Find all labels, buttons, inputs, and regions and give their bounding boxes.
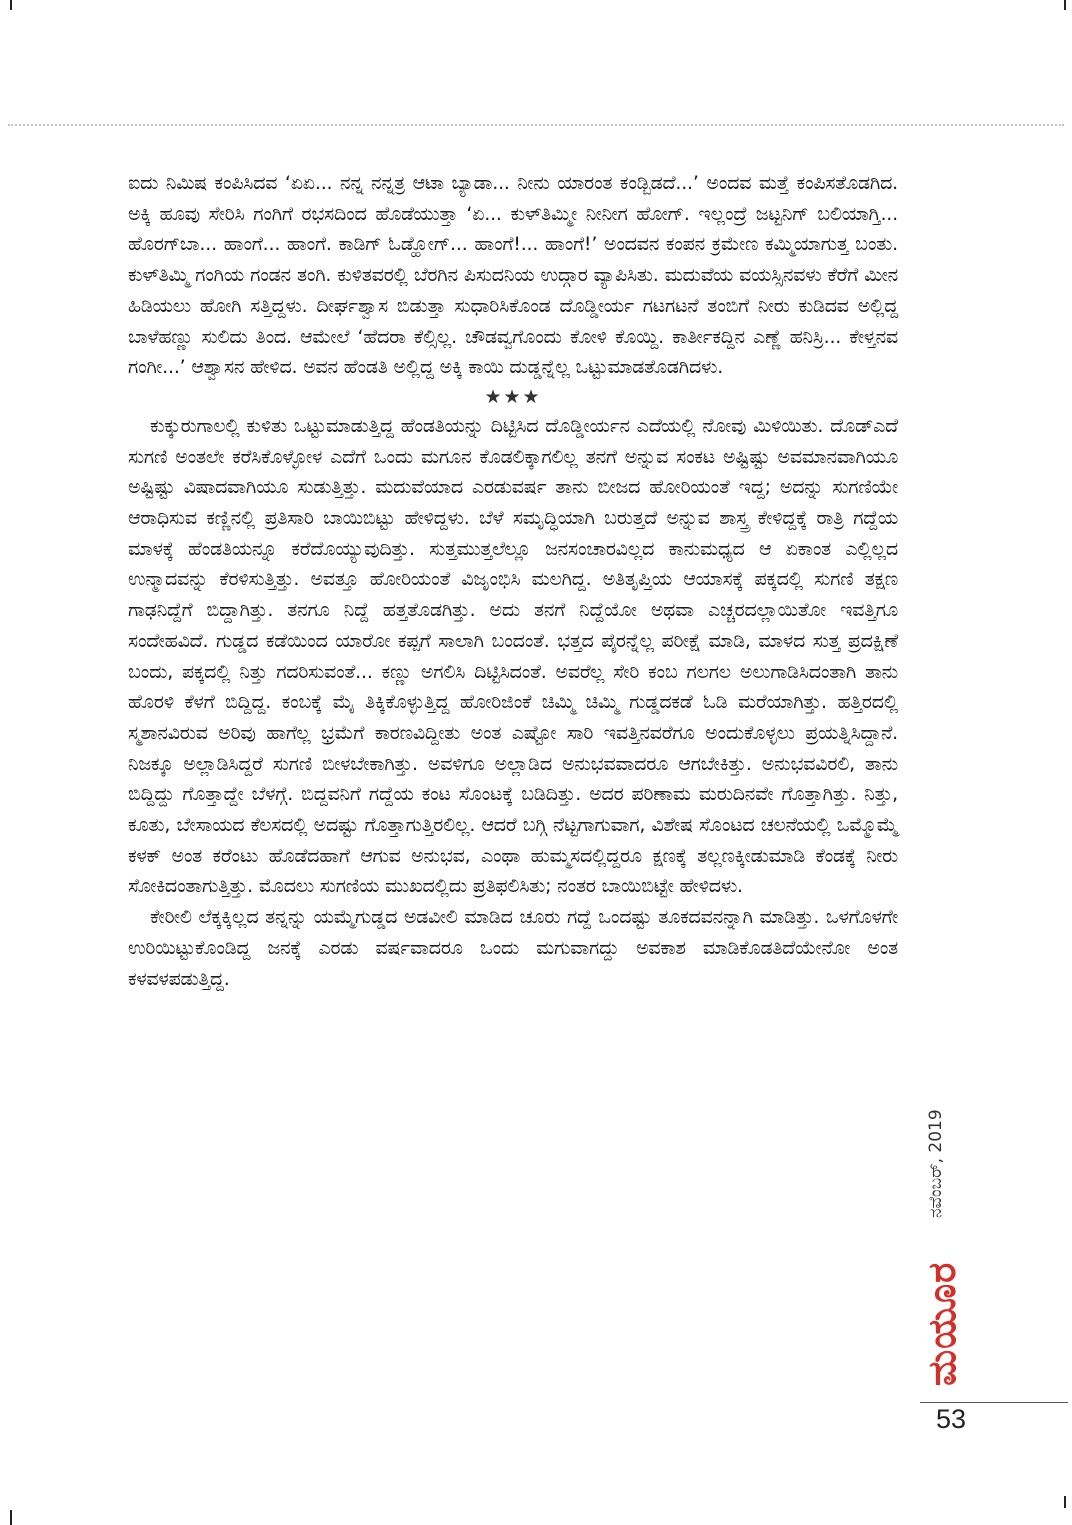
paragraph-3: ಕೇರೀಲಿ ಲೆಕ್ಕಕ್ಕಿಲ್ಲದ ತನ್ನನ್ನು ಯಮ್ಮೆಗುಡ್ಡದ ಅಡವೀಲಿ ಮಾಡಿದ ಚೂರು ಗದ್ದೆ ಒಂದಷ್ಟು ತೂಕದವನನ್ನಾಗಿ ಮಾಡಿತ್ತು. ಒಳಗೊಳಗೇ ಉರಿಯಿಟ್ಟುಕೊಂಡಿದ್ದ ಜನಕ್ಕೆ ಎರಡು ವರ್ಷವಾದರೂ ಒಂದು ಮಗುವಾಗದ್ದು ಅವಕಾಶ ಮಾಡಿಕೊಡತಿದೆಯೇನೋ ಅಂತ ಕಳವಳಪಡುತ್ತಿದ್ದ. <box>128 906 898 990</box>
paragraph-1: ಐದು ನಿಮಿಷ ಕಂಪಿಸಿದವ ‘ಏಏ... ನನ್ನ ನನ್ನತ್ರ ಆಟಾ ಬ್ಯಾಡಾ... ನೀನು ಯಾರಂತ ಕಂಡ್ಬಿಡದೆ...’ ಅಂದವ ಮತ್ತೆ ಕಂಪಿಸತೊಡಗಿದ. ಅಕ್ಕಿ ಹೂವು ಸೇರಿಸಿ ಗಂಗಿಗೆ ರಭಸದಿಂದ ಹೊಡೆಯುತ್ತಾ ‘ಏ... ಕುಳ್‌ತಿಮ್ಮೀ ನೀನೀಗ ಹೋಗ್. ಇಲ್ಲಂದ್ರೆ ಜಟ್ಟನಿಗ್ ಬಲಿಯಾಗ್ತಿ... ಹೊರಗ್‌ಬಾ... ಹಾಂಗೆ... ಹಾಂಗೆ. ಕಾಡಿಗ್ ಓಡ್ಹೋಗ್... ಹಾಂಗೆ!... ಹಾಂಗೆ!’ ಅಂದವನ ಕಂಪನ ಕ್ರಮೇಣ ಕಮ್ಮಿಯಾಗುತ್ತ ಬಂತು. ಕುಳ್‌ತಿಮ್ಮಿ ಗಂಗಿಯ ಗಂಡನ ತಂಗಿ. ಕುಳಿತವರಲ್ಲಿ ಬೆರಗಿನ ಪಿಸುದನಿಯ ಉದ್ಗಾರ ವ್ಯಾಪಿಸಿತು. ಮದುವೆಯ ವಯಸ್ಸಿನವಳು ಕೆರೆಗೆ ಮೀನ ಹಿಡಿಯಲು ಹೋಗಿ ಸತ್ತಿದ್ದಳು. ದೀರ್ಘಶ್ವಾಸ ಬಿಡುತ್ತಾ ಸುಧಾರಿಸಿಕೊಂಡ ದೊಡ್ಡೀರ್ಯ ಗಟಗಟನೆ ತಂಬಿಗೆ ನೀರು ಕುಡಿದವ ಅಲ್ಲಿದ್ದ ಬಾಳೆಹಣ್ಣು ಸುಲಿದು ತಿಂದ. ಆಮೇಲೆ ‘ಹೆದರಾ ಕೆಲ್ಸಿಲ್ಲ. ಚೌಡವ್ವಗೊಂದು ಕೋಳಿ ಕೊಯ್ದಿ. ಕಾರ್ತೀಕದ್ದಿನ ಎಣ್ಣೆ ಹನಿಸ್ರಿ... ಕೇಳ್ತನವ ಗಂಗೀ...’ ಆಶ್ವಾಸನ ಹೇಳಿದ. ಅವನ ಹೆಂಡತಿ ಅಲ್ಲಿದ್ದ ಅಕ್ಕಿ ಕಾಯಿ ದುಡ್ಡನ್ನೆಲ್ಲ ಒಟ್ಟುಮಾಡತೊಡಗಿದಳು. <box>128 172 898 379</box>
paragraph-2: ಕುಕ್ಕುರುಗಾಲಲ್ಲಿ ಕುಳಿತು ಒಟ್ಟುಮಾಡುತ್ತಿದ್ದ ಹೆಂಡತಿಯನ್ನು ದಿಟ್ಟಿಸಿದ ದೊಡ್ಡೀರ್ಯನ ಎದೆಯಲ್ಲಿ ನೋವು ಮಿಳಿಯಿತು. ದೊಡ್‌ಎದೆ ಸುಗಣಿ ಅಂತಲೇ ಕರೆಸಿಕೊಳ್ಳೋಳ ಎದೆಗೆ ಒಂದು ಮಗೂನ ಕೊಡಲಿಕ್ಕಾಗಲಿಲ್ಲ ತನಗೆ ಅನ್ನುವ ಸಂಕಟ ಅಷ್ಟಿಷ್ಟು ಅವಮಾನವಾಗಿಯೂ ಅಷ್ಟಿಷ್ಟು ವಿಷಾದವಾಗಿಯೂ ಸುಡುತ್ತಿತ್ತು. ಮದುವೆಯಾದ ಎರಡುವರ್ಷ ತಾನು ಬೀಜದ ಹೋರಿಯಂತೆ ಇದ್ದ; ಅದನ್ನು ಸುಗಣಿಯೇ ಆರಾಧಿಸುವ ಕಣ್ಣಿನಲ್ಲಿ ಪ್ರತಿಸಾರಿ ಬಾಯಿಬಿಟ್ಟು ಹೇಳಿದ್ದಳು. ಬೆಳೆ ಸಮೃದ್ಧಿಯಾಗಿ ಬರುತ್ತದೆ ಅನ್ನುವ ಶಾಸ್ತ್ರ ಕೇಳಿದ್ದಕ್ಕೆ ರಾತ್ರಿ ಗದ್ದೆಯ ಮಾಳಕ್ಕೆ ಹೆಂಡತಿಯನ್ನೂ ಕರೆದೊಯ್ಯುವುದಿತ್ತು. ಸುತ್ತಮುತ್ತಲೆಲ್ಲೂ ಜನಸಂಚಾರವಿಲ್ಲದ ಕಾನುಮಧ್ಯದ ಆ ಏಕಾಂತ ಎಲ್ಲಿಲ್ಲದ ಉನ್ಮಾದವನ್ನು ಕೆರಳಿಸುತ್ತಿತ್ತು. ಅವತ್ತೂ ಹೋರಿಯಂತೆ ವಿಜೃಂಭಿಸಿ ಮಲಗಿದ್ದ. ಅತಿತೃಪ್ತಿಯ ಆಯಾಸಕ್ಕೆ ಪಕ್ಕದಲ್ಲಿ ಸುಗಣಿ ತಕ್ಷಣ ಗಾಢನಿದ್ದೆಗೆ ಬಿದ್ದಾಗಿತ್ತು. ತನಗೂ ನಿದ್ದೆ ಹತ್ತತೊಡಗಿತ್ತು. ಅದು ತನಗೆ ನಿದ್ದೆಯೋ ಅಥವಾ ಎಚ್ಚರದಲ್ಲಾಯಿತೋ ಇವತ್ತಿಗೂ ಸಂದೇಹವಿದೆ. ಗುಡ್ಡದ ಕಡೆಯಿಂದ ಯಾರೋ ಕಪ್ಪಗೆ ಸಾಲಾಗಿ ಬಂದಂತೆ. ಭತ್ತದ ಪೈರನ್ನೆಲ್ಲ ಪರೀಕ್ಷೆ ಮಾಡಿ, ಮಾಳದ ಸುತ್ತ ಪ್ರದಕ್ಷಿಣೆ ಬಂದು, ಪಕ್ಕದಲ್ಲಿ ನಿತ್ತು ಗದರಿಸುವಂತೆ... ಕಣ್ಣು ಅಗಲಿಸಿ ದಿಟ್ಟಿಸಿದಂತೆ. ಅವರೆಲ್ಲ ಸೇರಿ ಕಂಬ ಗಲಗಲ ಅಲುಗಾಡಿಸಿದಂತಾಗಿ ತಾನು ಹೊರಳಿ ಕೆಳಗೆ ಬಿದ್ದಿದ್ದ. ಕಂಬಕ್ಕೆ ಮೈ ತಿಕ್ಕಿಕೊಳ್ಳುತ್ತಿದ್ದ ಹೋರಿಜಿಂಕೆ ಚಿಮ್ಮಿ ಚಿಮ್ಮಿ ಗುಡ್ಡದಕಡೆ ಓಡಿ ಮರೆಯಾಗಿತ್ತು. ಹತ್ತಿರದಲ್ಲಿ ಸ್ಮಶಾನವಿರುವ ಅರಿವು ಹಾಗೆಲ್ಲ ಭ್ರಮೆಗೆ ಕಾರಣವಿದ್ದೀತು ಅಂತ ಎಷ್ಟೋ ಸಾರಿ ಇವತ್ತಿನವರೆಗೂ ಅಂದುಕೊಳ್ಳಲು ಪ್ರಯತ್ನಿಸಿದ್ದಾನೆ. ನಿಜಕ್ಕೂ ಅಲ್ಲಾಡಿಸಿದ್ದರೆ ಸುಗಣಿ ಬೀಳಬೇಕಾಗಿತ್ತು. ಅವಳಿಗೂ ಅಲ್ಲಾಡಿದ ಅನುಭವವಾದರೂ ಆಗಬೇಕಿತ್ತು. ಅನುಭವವಿರಲಿ, ತಾನು ಬಿದ್ದಿದ್ದು ಗೊತ್ತಾದ್ದೇ ಬೆಳಗ್ಗೆ. ಬಿದ್ದವನಿಗೆ ಗದ್ದೆಯ ಕಂಟ ಸೊಂಟಕ್ಕೆ ಬಡಿದಿತ್ತು. ಅದರ ಪರಿಣಾಮ ಮರುದಿನವೇ ಗೊತ್ತಾಗಿತ್ತು. ನಿತ್ತು, ಕೂತು, ಬೇಸಾಯದ ಕೆಲಸದಲ್ಲಿ ಅದಷ್ಟು ಗೊತ್ತಾಗುತ್ತಿರಲಿಲ್ಲ. ಆದರೆ ಬಗ್ಗಿ ನೆಟ್ಟಗಾಗುವಾಗ, ವಿಶೇಷ ಸೊಂಟದ ಚಲನೆಯಲ್ಲಿ ಒಮ್ಮೊಮ್ಮೆ ಕಳಕ್ ಅಂತ ಕರೆಂಟು ಹೊಡೆದಹಾಗೆ ಆಗುವ ಅನುಭವ, ಎಂಥಾ ಹುಮ್ಮಸದಲ್ಲಿದ್ದರೂ ಕ್ಷಣಕ್ಕೆ ತಲ್ಲಣಕ್ಕೀಡುಮಾಡಿ ಕೆಂಡಕ್ಕೆ ನೀರು ಸೋಕಿದಂತಾಗುತ್ತಿತ್ತು. ಮೊದಲು ಸುಗಣಿಯ ಮುಖದಲ್ಲಿದು ಪ್ರತಿಫಲಿಸಿತು; ನಂತರ ಬಾಯಿಬಿಟ್ಟೇ ಹೇಳಿದಳು. <box>128 414 898 898</box>
crop-mark-top-left <box>10 0 12 10</box>
crop-mark-right-edge-tick <box>1064 1496 1066 1508</box>
crop-mark-bottom-left <box>10 1510 12 1525</box>
page-number-rule <box>920 1402 1068 1403</box>
crop-mark-top-right <box>1064 0 1066 10</box>
page-number: 53 <box>936 1404 967 1434</box>
header-dotted-rule <box>8 124 1064 126</box>
scene-break-stars: ★★★ <box>484 385 542 408</box>
article-body <box>128 168 898 994</box>
